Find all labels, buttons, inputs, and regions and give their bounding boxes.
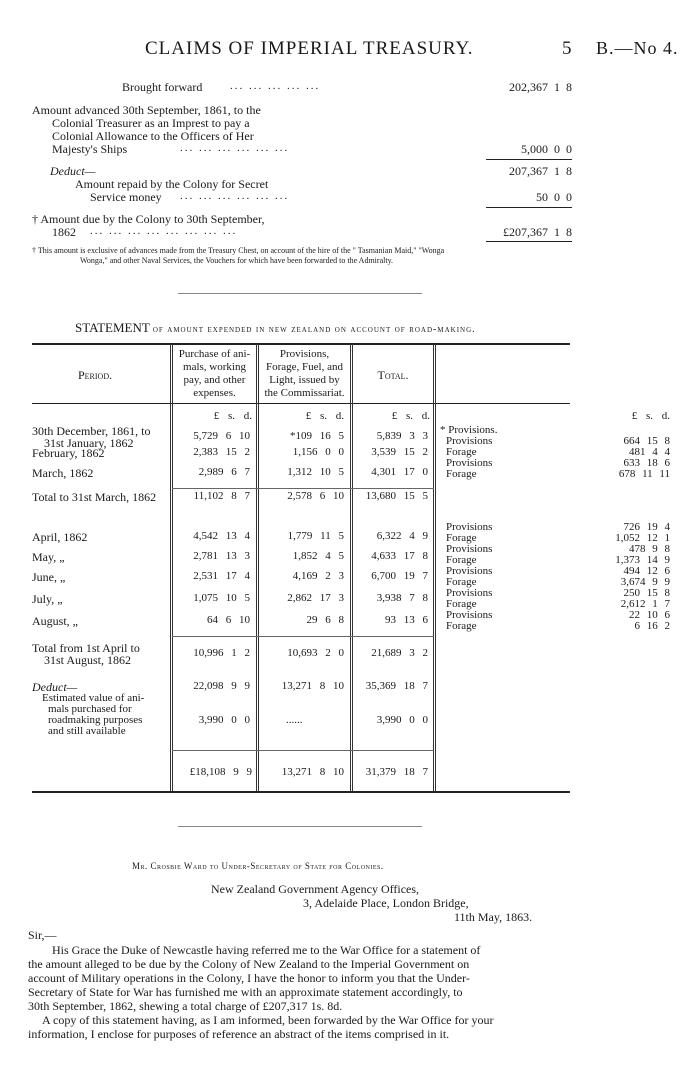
note-star: * Provisions. [440,424,498,436]
para2-line2: information, I enclose for purposes of reference an abstract of the items comprised in it. [28,1027,450,1041]
lsd-total: £ s. d. [391,410,430,422]
note-label: Forage [446,598,477,610]
note-value: 664 15 8 [623,435,670,447]
salutation: Sir,— [28,928,57,942]
due-line-1: † Amount due by the Colony to 30th September, [32,212,265,226]
page-number: 5 [562,38,573,59]
row-period: May, „ [32,550,65,564]
col-total-header: Total. [377,368,409,382]
row-provisions: *109 16 5 [290,430,344,442]
statement-title-main: STATEMENT [75,320,150,335]
row-purchase: 2,383 15 2 [193,446,250,458]
repaid-value: 50 0 0 [536,190,572,204]
note-label: Provisions [446,609,493,621]
subtotal-value: 207,367 1 8 [509,164,572,178]
note-value: 22 10 6 [629,609,670,621]
row-purchase: 10,996 1 2 [193,647,250,659]
row-period: Total to 31st March, 1862 [32,490,157,504]
row-purchase: 11,102 8 7 [193,490,250,502]
deduct-desc-l2: mals purchased for [48,703,132,715]
row-period: April, 1862 [32,530,88,544]
letter-heading: Mr. Crosbie Ward to Under-Secretary of State for Colonies. [132,861,384,871]
col-prov-header-l3: Light, issued by [269,374,340,386]
deduct-total: 3,990 0 0 [376,714,428,726]
address-line-2: 3, Adelaide Place, London Bridge, [303,896,469,910]
row-purchase: 2,781 13 3 [193,550,250,562]
note-value: 1,052 12 1 [615,532,670,544]
row-purchase: 2,531 17 4 [193,570,250,582]
deduct-provisions: ...... [286,714,303,726]
row-purchase: 64 6 10 [207,614,250,626]
row-total: 4,301 17 0 [371,466,428,478]
row-period: Total from 1st April to [32,641,140,655]
row-period: June, „ [32,570,66,584]
row-purchase: 2,989 6 7 [198,466,250,478]
note-label: Provisions [446,565,493,577]
letter-date: 11th May, 1863. [454,910,533,924]
note-value: 481 4 4 [629,446,670,458]
note-value: 250 15 8 [623,587,670,599]
repaid-line-2: Service money [90,190,162,204]
row-total: 13,680 15 5 [365,490,428,502]
note-value: 3,674 9 9 [620,576,670,588]
lsd-provisions: £ s. d. [305,410,344,422]
para1-line4: Secretary of State for War has furnished me with an approximate statement accordingly, to [28,985,463,999]
row-provisions: 4,169 2 3 [292,570,344,582]
row-provisions: 1,852 4 5 [292,550,344,562]
row-period: February, 1862 [32,446,105,460]
row-total: 21,689 3 2 [371,647,428,659]
repaid-line-1: Amount repaid by the Colony for Secret [75,177,269,191]
statement-title-sub: of amount expended in new zealand on account of road-making. [152,324,476,335]
row-period: July, „ [32,592,63,606]
leader-dots: ... ... ... ... ... [230,80,321,92]
leader-dots: ... ... ... ... ... ... [180,190,290,202]
col-purchase-header-l2: mals, working [183,361,246,373]
row-total: 6,700 19 7 [371,570,428,582]
para1-line1: His Grace the Duke of Newcastle having referred me to the War Office for a statement of [52,943,481,957]
col-purchase-header-l1: Purchase of ani- [178,348,251,360]
row-total: 5,839 3 3 [376,430,428,442]
note-label: Provisions [446,543,493,555]
note-value: 726 19 4 [623,521,670,533]
note-value: 633 18 6 [623,457,670,469]
advance-value: 5,000 0 0 [521,142,572,156]
row-period-cont: 31st January, 1862 [44,436,134,450]
row-purchase: 4,542 13 4 [193,530,250,542]
lsd-notes: £ s. d. [631,410,670,422]
note-label: Forage [446,468,477,480]
row-provisions: 10,693 2 0 [287,647,344,659]
note-value: 478 9 8 [629,543,670,555]
brought-forward-label: Brought forward [122,80,203,94]
advance-line-1: Amount advanced 30th September, 1861, to the [32,103,261,117]
row-period: 30th December, 1861, to [32,424,151,438]
page-title: CLAIMS OF IMPERIAL TREASURY. [145,38,474,59]
note-label: Forage [446,620,477,632]
final-provisions: 13,271 8 10 [281,766,344,778]
row-total: 4,633 17 8 [371,550,428,562]
row-total: 3,938 7 8 [376,592,428,604]
note-label: Provisions [446,435,493,447]
row-purchase: 22,098 9 9 [193,680,250,692]
leader-dots: ... ... ... ... ... ... ... ... [90,225,238,237]
row-period: August, „ [32,614,78,628]
final-purchase: £18,108 9 9 [189,766,252,778]
col-prov-header-l1: Provisions, [279,348,330,360]
note-label: Forage [446,576,477,588]
para1-line2: the amount alleged to be due by the Colony of New Zealand to the Imperial Government on [28,957,470,971]
deduct-purchase: 3,990 0 0 [198,714,250,726]
col-prov-header-l4: the Commissariat. [264,387,345,399]
footnote-line-2: Wonga," and other Naval Services, the Vouchers for which have been forwarded to the Admiralty. [80,256,394,265]
note-value: 2,612 1 7 [620,598,670,610]
para1-line5: 30th September, 1862, shewing a total charge of £207,317 1s. 8d. [28,999,343,1013]
row-period: Deduct— [32,680,78,694]
note-label: Forage [446,446,477,458]
footnote-line-1: † This amount is exclusive of advances made from the Treasury Chest, on account of the hire of the " Tasmanian Maid," "Wonga [32,246,445,255]
leader-dots: ... ... ... ... ... ... [180,142,290,154]
row-provisions: 1,779 11 5 [287,530,344,542]
col-purchase-header-l3: pay, and other [183,374,246,386]
para1-line3: account of Military operations in the Colony, I have the honor to inform you that the Under- [28,971,470,985]
note-label: Provisions [446,457,493,469]
row-period-cont: 31st August, 1862 [44,653,132,667]
note-value: 494 12 6 [623,565,670,577]
col-purchase-header-l4: expenses. [193,387,236,399]
deduct-label: Deduct— [50,164,96,178]
row-provisions: 1,156 0 0 [292,446,344,458]
row-period: March, 1862 [32,466,94,480]
note-label: Forage [446,532,477,544]
row-purchase: 1,075 10 5 [193,592,250,604]
note-label: Provisions [446,521,493,533]
note-value: 1,373 14 9 [615,554,670,566]
col-purchase-header [173,348,256,400]
advance-line-4: Majesty's Ships [52,142,128,156]
row-provisions: 29 6 8 [306,614,344,626]
note-label: Forage [446,554,477,566]
brought-forward-value: 202,367 1 8 [509,80,572,94]
row-provisions: 2,862 17 3 [287,592,344,604]
due-line-2: 1862 [52,225,76,239]
final-total: 31,379 18 7 [365,766,428,778]
para2-line1: A copy of this statement having, as I am informed, been forwarded by the War Office for your [42,1013,494,1027]
col-prov-header-l2: Forage, Fuel, and [266,361,343,373]
note-label: Provisions [446,587,493,599]
note-value: 6 16 2 [634,620,670,632]
advance-line-2: Colonial Treasurer as an Imprest to pay a [52,116,250,130]
row-provisions: 2,578 6 10 [287,490,344,502]
document-ref: B.—No 4. [596,38,679,58]
statement-title [75,320,476,336]
row-total: 35,369 18 7 [365,680,428,692]
note-value: 678 11 11 [618,468,670,480]
row-total: 6,322 4 9 [376,530,428,542]
lsd-purchase: £ s. d. [213,410,252,422]
row-total: 93 13 6 [385,614,428,626]
address-line-1: New Zealand Government Agency Offices, [211,882,420,896]
col-provisions-header [259,348,350,400]
row-provisions: 1,312 10 5 [287,466,344,478]
deduct-desc-l1: Estimated value of ani- [42,692,145,704]
row-provisions: 13,271 8 10 [281,680,344,692]
deduct-description [42,693,144,737]
deduct-desc-l3: roadmaking purposes [48,714,143,726]
advance-line-3: Colonial Allowance to the Officers of Her [52,129,254,143]
deduct-desc-l4: and still available [48,725,126,737]
row-total: 3,539 15 2 [371,446,428,458]
row-purchase: 5,729 6 10 [193,430,250,442]
col-period-header: Period. [78,368,113,382]
due-value: £207,367 1 8 [503,225,572,239]
